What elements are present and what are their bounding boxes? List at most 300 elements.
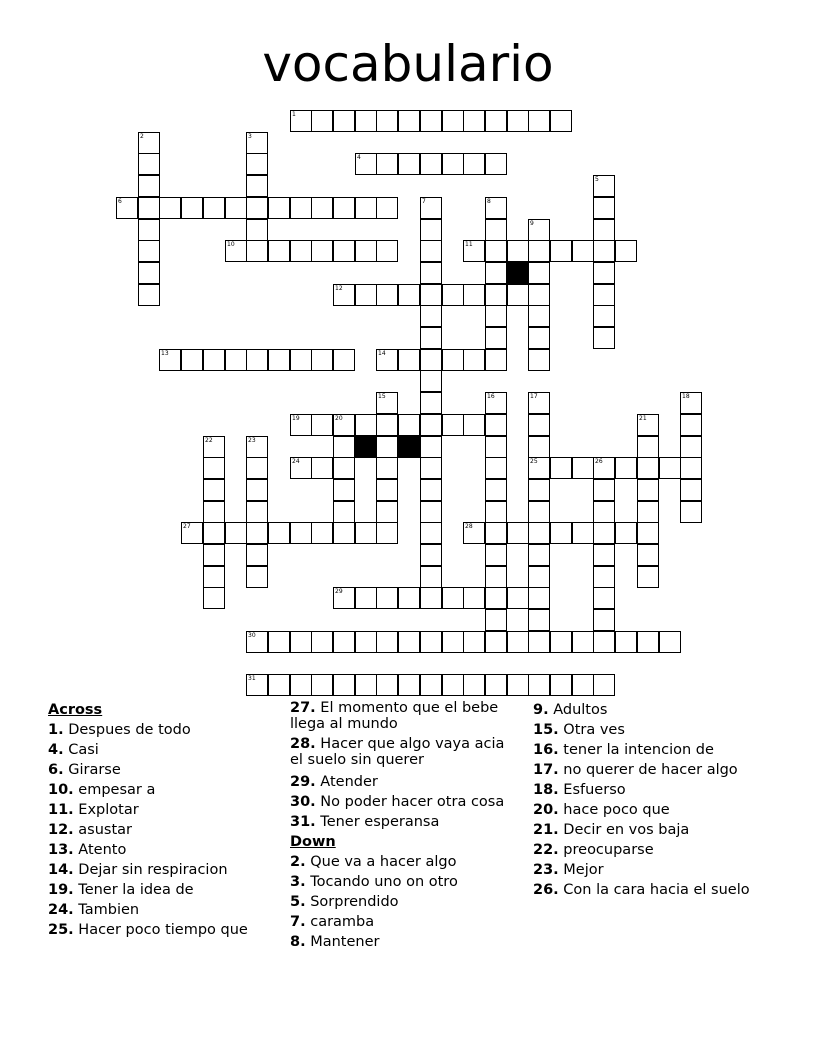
- grid-cell[interactable]: [507, 240, 529, 262]
- clues-column-3: [533, 700, 803, 900]
- grid-cell[interactable]: [442, 153, 464, 175]
- grid-cell[interactable]: [550, 674, 572, 696]
- grid-cell[interactable]: [311, 674, 333, 696]
- grid-cell[interactable]: [485, 262, 507, 284]
- grid-cell[interactable]: [246, 566, 268, 588]
- grid-cell[interactable]: [637, 414, 659, 436]
- clue-number: 28: [465, 523, 473, 530]
- grid-cell[interactable]: [637, 566, 659, 588]
- clue-number: 13: [161, 350, 169, 357]
- grid-cell[interactable]: [528, 305, 550, 327]
- grid-cell[interactable]: [420, 457, 442, 479]
- clue-number: 7: [422, 198, 426, 205]
- clue-number: 27: [183, 523, 191, 530]
- grid-cell[interactable]: [203, 436, 225, 458]
- grid-cell[interactable]: [463, 587, 485, 609]
- grid-cell[interactable]: [659, 631, 681, 653]
- grid-cell[interactable]: [376, 349, 398, 371]
- grid-cell[interactable]: [615, 522, 637, 544]
- grid-cell[interactable]: [550, 110, 572, 132]
- grid-cell[interactable]: [398, 349, 420, 371]
- grid-cell[interactable]: [355, 522, 377, 544]
- grid-cell[interactable]: [637, 522, 659, 544]
- grid-cell[interactable]: [246, 219, 268, 241]
- grid-cell[interactable]: [420, 262, 442, 284]
- grid-cell[interactable]: [333, 197, 355, 219]
- grid-cell[interactable]: [550, 457, 572, 479]
- clue-across-4: 4. Casi: [48, 742, 99, 758]
- grid-cell[interactable]: [507, 631, 529, 653]
- grid-cell[interactable]: [355, 197, 377, 219]
- grid-cell[interactable]: [398, 284, 420, 306]
- grid-cell[interactable]: [311, 522, 333, 544]
- grid-cell[interactable]: [420, 284, 442, 306]
- grid-cell[interactable]: [376, 110, 398, 132]
- grid-cell[interactable]: [376, 587, 398, 609]
- grid-cell[interactable]: [225, 522, 247, 544]
- grid-cell[interactable]: [485, 566, 507, 588]
- grid-cell[interactable]: [615, 457, 637, 479]
- grid-cell[interactable]: [246, 132, 268, 154]
- grid-cell[interactable]: [246, 501, 268, 523]
- grid-cell[interactable]: [246, 197, 268, 219]
- grid-cell[interactable]: [528, 219, 550, 241]
- clue-number: 8: [487, 198, 491, 205]
- clue-down-22: 22. preocuparse: [533, 842, 654, 858]
- grid-cell[interactable]: [246, 349, 268, 371]
- grid-cell[interactable]: [420, 327, 442, 349]
- clue-number: 4: [357, 154, 361, 161]
- grid-cell[interactable]: [593, 327, 615, 349]
- clue-number: 26: [595, 458, 603, 465]
- grid-cell[interactable]: [463, 110, 485, 132]
- grid-cell[interactable]: [507, 674, 529, 696]
- grid-cell[interactable]: [593, 609, 615, 631]
- grid-cell[interactable]: [290, 240, 312, 262]
- grid-cell[interactable]: [615, 631, 637, 653]
- grid-cell[interactable]: [680, 457, 702, 479]
- grid-cell[interactable]: [442, 674, 464, 696]
- grid-cell[interactable]: [138, 197, 160, 219]
- grid-cell[interactable]: [420, 414, 442, 436]
- grid-cell[interactable]: [138, 219, 160, 241]
- grid-cell[interactable]: [398, 674, 420, 696]
- grid-cell[interactable]: [528, 436, 550, 458]
- grid-cell[interactable]: [485, 240, 507, 262]
- grid-cell[interactable]: [463, 522, 485, 544]
- grid-cell[interactable]: [593, 501, 615, 523]
- grid-cell[interactable]: [593, 175, 615, 197]
- clue-number: 21: [639, 415, 647, 422]
- clues-column-2: [290, 700, 520, 952]
- grid-cell[interactable]: [268, 240, 290, 262]
- clue-number: 11: [465, 241, 473, 248]
- grid-cell[interactable]: [181, 197, 203, 219]
- black-square: [507, 262, 529, 284]
- grid-cell[interactable]: [528, 414, 550, 436]
- grid-cell[interactable]: [507, 110, 529, 132]
- grid-cell[interactable]: [528, 240, 550, 262]
- grid-cell[interactable]: [420, 436, 442, 458]
- grid-cell[interactable]: [420, 544, 442, 566]
- grid-cell[interactable]: [203, 587, 225, 609]
- grid-cell[interactable]: [203, 544, 225, 566]
- grid-cell[interactable]: [463, 349, 485, 371]
- grid-cell[interactable]: [159, 349, 181, 371]
- grid-cell[interactable]: [355, 674, 377, 696]
- grid-cell[interactable]: [311, 414, 333, 436]
- grid-cell[interactable]: [528, 262, 550, 284]
- grid-cell[interactable]: [572, 674, 594, 696]
- grid-cell[interactable]: [528, 522, 550, 544]
- grid-cell[interactable]: [376, 153, 398, 175]
- grid-cell[interactable]: [290, 414, 312, 436]
- grid-cell[interactable]: [637, 436, 659, 458]
- grid-cell[interactable]: [463, 414, 485, 436]
- grid-cell[interactable]: [463, 240, 485, 262]
- clue-across-1: 1. Despues de todo: [48, 722, 191, 738]
- grid-cell[interactable]: [225, 197, 247, 219]
- grid-cell[interactable]: [355, 153, 377, 175]
- grid-cell[interactable]: [485, 392, 507, 414]
- grid-cell[interactable]: [268, 349, 290, 371]
- grid-cell[interactable]: [203, 501, 225, 523]
- grid-cell[interactable]: [485, 501, 507, 523]
- grid-cell[interactable]: [528, 479, 550, 501]
- grid-cell[interactable]: [420, 587, 442, 609]
- grid-cell[interactable]: [225, 349, 247, 371]
- grid-cell[interactable]: [593, 457, 615, 479]
- grid-cell[interactable]: [442, 349, 464, 371]
- grid-cell[interactable]: [290, 197, 312, 219]
- grid-cell[interactable]: [138, 175, 160, 197]
- grid-cell[interactable]: [442, 631, 464, 653]
- grid-cell[interactable]: [442, 414, 464, 436]
- grid-cell[interactable]: [485, 522, 507, 544]
- grid-cell[interactable]: [333, 110, 355, 132]
- grid-cell[interactable]: [572, 522, 594, 544]
- grid-cell[interactable]: [420, 197, 442, 219]
- grid-cell[interactable]: [290, 457, 312, 479]
- grid-cell[interactable]: [528, 327, 550, 349]
- grid-cell[interactable]: [507, 522, 529, 544]
- grid-cell[interactable]: [376, 414, 398, 436]
- grid-cell[interactable]: [333, 284, 355, 306]
- grid-cell[interactable]: [290, 110, 312, 132]
- clue-down-21: 21. Decir en vos baja: [533, 822, 690, 838]
- grid-cell[interactable]: [355, 284, 377, 306]
- grid-cell[interactable]: [420, 501, 442, 523]
- grid-cell[interactable]: [485, 110, 507, 132]
- grid-cell[interactable]: [355, 631, 377, 653]
- grid-cell[interactable]: [550, 522, 572, 544]
- grid-cell[interactable]: [398, 153, 420, 175]
- grid-cell[interactable]: [333, 501, 355, 523]
- grid-cell[interactable]: [311, 110, 333, 132]
- grid-cell[interactable]: [246, 631, 268, 653]
- grid-cell[interactable]: [528, 566, 550, 588]
- grid-cell[interactable]: [138, 284, 160, 306]
- grid-cell[interactable]: [572, 631, 594, 653]
- clue-number: 30: [248, 632, 256, 639]
- puzzle-title: vocabulario: [262, 35, 554, 93]
- grid-cell[interactable]: [637, 479, 659, 501]
- clue-across-25: 25. Hacer poco tiempo que: [48, 922, 248, 938]
- grid-cell[interactable]: [659, 457, 681, 479]
- grid-cell[interactable]: [420, 566, 442, 588]
- grid-cell[interactable]: [203, 349, 225, 371]
- grid-cell[interactable]: [333, 522, 355, 544]
- grid-cell[interactable]: [615, 240, 637, 262]
- clue-down-17: 17. no querer de hacer algo: [533, 762, 738, 778]
- grid-cell[interactable]: [376, 522, 398, 544]
- grid-cell[interactable]: [246, 175, 268, 197]
- clue-down-2: 2. Que va a hacer algo: [290, 854, 457, 870]
- grid-cell[interactable]: [442, 110, 464, 132]
- clue-down-18: 18. Esfuerso: [533, 782, 626, 798]
- grid-cell[interactable]: [593, 197, 615, 219]
- grid-cell[interactable]: [138, 153, 160, 175]
- clue-down-9: 9. Adultos: [533, 702, 608, 718]
- grid-cell[interactable]: [268, 522, 290, 544]
- grid-cell[interactable]: [637, 544, 659, 566]
- grid-cell[interactable]: [311, 240, 333, 262]
- grid-cell[interactable]: [637, 501, 659, 523]
- clue-across-14: 14. Dejar sin respiracion: [48, 862, 228, 878]
- grid-cell[interactable]: [420, 370, 442, 392]
- clue-number: 3: [248, 133, 252, 140]
- grid-cell[interactable]: [593, 305, 615, 327]
- clue-number: 23: [248, 437, 256, 444]
- grid-cell[interactable]: [246, 479, 268, 501]
- grid-cell[interactable]: [680, 436, 702, 458]
- grid-cell[interactable]: [680, 501, 702, 523]
- grid-cell[interactable]: [203, 197, 225, 219]
- grid-cell[interactable]: [593, 240, 615, 262]
- grid-cell[interactable]: [376, 674, 398, 696]
- grid-cell[interactable]: [398, 587, 420, 609]
- grid-cell[interactable]: [138, 132, 160, 154]
- grid-cell[interactable]: [572, 240, 594, 262]
- clue-number: 12: [335, 285, 343, 292]
- grid-cell[interactable]: [376, 284, 398, 306]
- grid-cell[interactable]: [442, 587, 464, 609]
- grid-cell[interactable]: [485, 674, 507, 696]
- grid-cell[interactable]: [203, 479, 225, 501]
- grid-cell[interactable]: [268, 631, 290, 653]
- grid-cell[interactable]: [376, 501, 398, 523]
- grid-cell[interactable]: [637, 457, 659, 479]
- grid-cell[interactable]: [333, 414, 355, 436]
- grid-cell[interactable]: [507, 587, 529, 609]
- clue-across-6: 6. Girarse: [48, 762, 121, 778]
- grid-cell[interactable]: [203, 566, 225, 588]
- grid-cell[interactable]: [593, 479, 615, 501]
- grid-cell[interactable]: [398, 414, 420, 436]
- grid-cell[interactable]: [246, 457, 268, 479]
- grid-cell[interactable]: [528, 501, 550, 523]
- grid-cell[interactable]: [485, 327, 507, 349]
- grid-cell[interactable]: [528, 457, 550, 479]
- grid-cell[interactable]: [593, 262, 615, 284]
- clue-down-7: 7. caramba: [290, 914, 375, 930]
- grid-cell[interactable]: [528, 587, 550, 609]
- grid-cell[interactable]: [463, 153, 485, 175]
- grid-cell[interactable]: [181, 522, 203, 544]
- clue-across-27: 27. El momento que el bebe llega al mundo: [290, 700, 499, 732]
- grid-cell[interactable]: [203, 457, 225, 479]
- grid-cell[interactable]: [485, 587, 507, 609]
- black-square: [398, 436, 420, 458]
- grid-cell[interactable]: [376, 457, 398, 479]
- grid-cell[interactable]: [290, 674, 312, 696]
- clue-number: 5: [595, 176, 599, 183]
- grid-cell[interactable]: [376, 631, 398, 653]
- grid-cell[interactable]: [485, 457, 507, 479]
- grid-cell[interactable]: [355, 587, 377, 609]
- grid-cell[interactable]: [463, 284, 485, 306]
- grid-cell[interactable]: [290, 522, 312, 544]
- grid-cell[interactable]: [376, 392, 398, 414]
- grid-cell[interactable]: [463, 674, 485, 696]
- grid-cell[interactable]: [463, 631, 485, 653]
- grid-cell[interactable]: [355, 414, 377, 436]
- grid-cell[interactable]: [485, 197, 507, 219]
- grid-cell[interactable]: [333, 631, 355, 653]
- grid-cell[interactable]: [311, 631, 333, 653]
- grid-cell[interactable]: [398, 110, 420, 132]
- grid-cell[interactable]: [420, 631, 442, 653]
- grid-cell[interactable]: [680, 414, 702, 436]
- grid-cell[interactable]: [420, 349, 442, 371]
- grid-cell[interactable]: [246, 436, 268, 458]
- clue-number: 17: [530, 393, 538, 400]
- grid-cell[interactable]: [420, 305, 442, 327]
- grid-cell[interactable]: [290, 631, 312, 653]
- grid-cell[interactable]: [680, 479, 702, 501]
- grid-cell[interactable]: [333, 240, 355, 262]
- across-heading: Across: [48, 702, 103, 718]
- grid-cell[interactable]: [333, 479, 355, 501]
- down-heading: Down: [290, 834, 336, 850]
- grid-cell[interactable]: [593, 544, 615, 566]
- grid-cell[interactable]: [333, 587, 355, 609]
- grid-cell[interactable]: [246, 153, 268, 175]
- grid-cell[interactable]: [290, 349, 312, 371]
- grid-cell[interactable]: [550, 240, 572, 262]
- clue-number: 22: [205, 437, 213, 444]
- grid-cell[interactable]: [398, 631, 420, 653]
- grid-cell[interactable]: [485, 414, 507, 436]
- grid-cell[interactable]: [420, 219, 442, 241]
- grid-cell[interactable]: [376, 479, 398, 501]
- grid-cell[interactable]: [528, 674, 550, 696]
- grid-cell[interactable]: [528, 544, 550, 566]
- grid-cell[interactable]: [593, 566, 615, 588]
- grid-cell[interactable]: [181, 349, 203, 371]
- grid-cell[interactable]: [268, 197, 290, 219]
- grid-cell[interactable]: [268, 674, 290, 696]
- grid-cell[interactable]: [333, 674, 355, 696]
- grid-cell[interactable]: [420, 392, 442, 414]
- grid-cell[interactable]: [159, 197, 181, 219]
- grid-cell[interactable]: [550, 631, 572, 653]
- clue-number: 10: [227, 241, 235, 248]
- clue-down-26: 26. Con la cara hacia el suelo: [533, 882, 750, 898]
- grid-cell[interactable]: [593, 631, 615, 653]
- grid-cell[interactable]: [528, 349, 550, 371]
- grid-cell[interactable]: [138, 262, 160, 284]
- grid-cell[interactable]: [593, 522, 615, 544]
- grid-cell[interactable]: [333, 457, 355, 479]
- grid-cell[interactable]: [116, 197, 138, 219]
- grid-cell[interactable]: [485, 219, 507, 241]
- grid-cell[interactable]: [246, 674, 268, 696]
- grid-cell[interactable]: [507, 284, 529, 306]
- grid-cell[interactable]: [355, 240, 377, 262]
- grid-cell[interactable]: [420, 522, 442, 544]
- grid-cell[interactable]: [420, 674, 442, 696]
- grid-cell[interactable]: [593, 674, 615, 696]
- grid-cell[interactable]: [485, 609, 507, 631]
- grid-cell[interactable]: [528, 110, 550, 132]
- grid-cell[interactable]: [333, 436, 355, 458]
- clue-across-10: 10. empesar a: [48, 782, 156, 798]
- grid-cell[interactable]: [355, 110, 377, 132]
- grid-cell[interactable]: [637, 631, 659, 653]
- grid-cell[interactable]: [376, 436, 398, 458]
- grid-cell[interactable]: [246, 240, 268, 262]
- grid-cell[interactable]: [572, 457, 594, 479]
- grid-cell[interactable]: [420, 479, 442, 501]
- grid-cell[interactable]: [485, 544, 507, 566]
- grid-cell[interactable]: [246, 544, 268, 566]
- grid-cell[interactable]: [485, 349, 507, 371]
- clue-number: 24: [292, 458, 300, 465]
- grid-cell[interactable]: [680, 392, 702, 414]
- grid-cell[interactable]: [485, 631, 507, 653]
- grid-cell[interactable]: [138, 240, 160, 262]
- grid-cell[interactable]: [528, 609, 550, 631]
- grid-cell[interactable]: [485, 305, 507, 327]
- black-square: [355, 436, 377, 458]
- grid-cell[interactable]: [311, 457, 333, 479]
- grid-cell[interactable]: [376, 197, 398, 219]
- grid-cell[interactable]: [420, 153, 442, 175]
- grid-cell[interactable]: [485, 153, 507, 175]
- grid-cell[interactable]: [593, 587, 615, 609]
- grid-cell[interactable]: [311, 197, 333, 219]
- grid-cell[interactable]: [246, 522, 268, 544]
- grid-cell[interactable]: [442, 284, 464, 306]
- grid-cell[interactable]: [528, 392, 550, 414]
- clue-across-11: 11. Explotar: [48, 802, 139, 818]
- grid-cell[interactable]: [485, 284, 507, 306]
- grid-cell[interactable]: [485, 479, 507, 501]
- grid-cell[interactable]: [420, 110, 442, 132]
- grid-cell[interactable]: [485, 436, 507, 458]
- grid-cell[interactable]: [593, 284, 615, 306]
- grid-cell[interactable]: [203, 522, 225, 544]
- grid-cell[interactable]: [225, 240, 247, 262]
- grid-cell[interactable]: [376, 240, 398, 262]
- grid-cell[interactable]: [420, 240, 442, 262]
- grid-cell[interactable]: [311, 349, 333, 371]
- grid-cell[interactable]: [528, 631, 550, 653]
- grid-cell[interactable]: [593, 219, 615, 241]
- grid-cell[interactable]: [528, 284, 550, 306]
- grid-cell[interactable]: [333, 349, 355, 371]
